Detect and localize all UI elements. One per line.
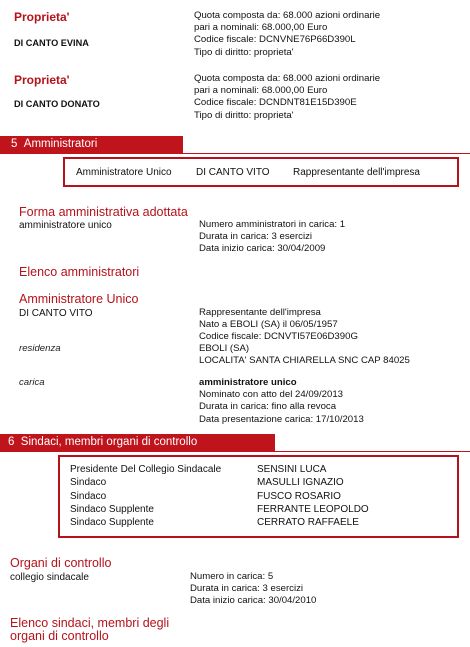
carica-title: amministratore unico	[199, 377, 297, 388]
sindaco-role: Sindaco Supplente	[70, 503, 154, 515]
admin-lines	[199, 307, 358, 344]
section-number: 5	[11, 138, 18, 150]
owner-detail: pari a nominali: 68.000,00 Euro	[194, 85, 328, 97]
residenza-lines	[199, 343, 410, 367]
carica-line: Nominato con atto del 24/09/2013	[199, 389, 344, 401]
owner-heading: Proprieta'	[14, 10, 70, 24]
summary-desc: Rappresentante dell'impresa	[293, 167, 420, 178]
forma-detail: Numero amministratori in carica: 1	[199, 219, 346, 230]
organi-heading: Organi di controllo	[10, 556, 112, 570]
section-number: 6	[8, 436, 15, 448]
admin-line: Codice fiscale: DCNVTI57E06D390G	[199, 331, 358, 343]
summary-role: Amministratore Unico	[76, 167, 172, 178]
carica-label: carica	[19, 377, 45, 388]
owner-name: DI CANTO EVINA	[14, 38, 89, 48]
forma-value: amministratore unico	[19, 220, 112, 231]
owner-details	[194, 10, 380, 59]
organi-value: collegio sindacale	[10, 572, 89, 583]
sindaco-role: Sindaco	[70, 490, 107, 502]
owner-detail: Tipo di diritto: proprieta'	[194, 46, 294, 58]
section-title	[11, 138, 97, 150]
residenza-line: LOCALITA' SANTA CHIARELLA SNC CAP 84025	[199, 355, 410, 367]
sindaci-roles	[70, 463, 221, 529]
sindaco-name: FUSCO ROSARIO	[257, 490, 341, 502]
section-header-rule	[0, 153, 470, 155]
section-header-sindaci	[0, 434, 470, 452]
sindaco-name: FERRANTE LEOPOLDO	[257, 503, 369, 515]
carica-lines	[199, 377, 364, 426]
elenco-amministratori-heading: Elenco amministratori	[19, 265, 140, 279]
organi-details	[190, 571, 316, 608]
admin-line: Nato a EBOLI (SA) il 06/05/1957	[199, 319, 338, 331]
admin-role-heading: Amministratore Unico	[19, 292, 139, 306]
owner-detail: pari a nominali: 68.000,00 Euro	[194, 22, 328, 34]
sindaco-role: Presidente Del Collegio Sindacale	[70, 464, 222, 475]
elenco-sindaci-line: Elenco sindaci, membri degli	[10, 616, 170, 630]
owner-detail: Quota composta da: 68.000 azioni ordinarie	[194, 73, 381, 84]
summary-box-sindaci	[58, 455, 459, 538]
owner-detail: Quota composta da: 68.000 azioni ordinarie	[194, 10, 381, 21]
sindaci-names	[257, 463, 369, 529]
elenco-sindaci-line: organi di controllo	[10, 629, 109, 643]
sindaco-role: Sindaco Supplente	[70, 517, 154, 529]
section-title-text: Amministratori	[23, 138, 98, 150]
forma-detail: Durata in carica: 3 esercizi	[199, 231, 313, 243]
forma-detail: Data inizio carica: 30/04/2009	[199, 243, 326, 255]
admin-name: DI CANTO VITO	[19, 308, 93, 319]
section-title	[8, 436, 197, 448]
carica-line: Durata in carica: fino alla revoca	[199, 401, 337, 413]
sindaco-name: SENSINI LUCA	[257, 464, 327, 475]
section-title-text: Sindaci, membri organi di controllo	[20, 436, 198, 448]
organi-detail: Data inizio carica: 30/04/2010	[190, 595, 317, 607]
residenza-line: EBOLI (SA)	[199, 343, 250, 354]
owner-detail: Codice fiscale: DCNDNT81E15D390E	[194, 97, 357, 109]
summary-box-amministratori	[63, 157, 459, 187]
forma-heading: Forma amministrativa adottata	[19, 205, 188, 219]
summary-name: DI CANTO VITO	[196, 167, 270, 178]
elenco-sindaci-heading	[10, 617, 169, 643]
sindaco-name: MASULLI IGNAZIO	[257, 477, 344, 489]
organi-detail: Numero in carica: 5	[190, 571, 274, 582]
owner-detail: Codice fiscale: DCNVNE76P66D390L	[194, 34, 356, 46]
carica-line: Data presentazione carica: 17/10/2013	[199, 413, 364, 425]
admin-line: Rappresentante dell'impresa	[199, 307, 321, 318]
owner-detail: Tipo di diritto: proprieta'	[194, 109, 294, 121]
sindaco-name: CERRATO RAFFAELE	[257, 517, 359, 529]
forma-details	[199, 219, 345, 256]
organi-detail: Durata in carica: 3 esercizi	[190, 583, 304, 595]
owner-heading: Proprieta'	[14, 73, 70, 87]
residenza-label: residenza	[19, 343, 61, 354]
owner-details	[194, 73, 380, 122]
section-header-rule	[0, 451, 470, 453]
owner-name: DI CANTO DONATO	[14, 99, 100, 109]
sindaco-role: Sindaco	[70, 477, 107, 489]
section-header-amministratori	[0, 136, 470, 154]
